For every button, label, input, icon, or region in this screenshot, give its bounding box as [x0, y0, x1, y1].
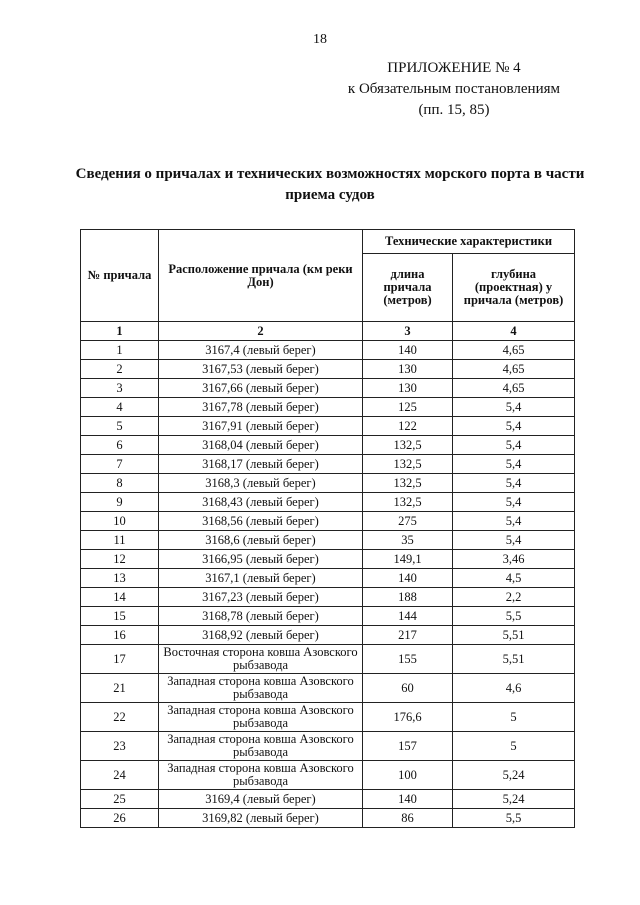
cell-location: 3168,3 (левый берег)	[159, 474, 363, 493]
cell-location: Западная сторона ковша Азовского рыбзавода	[159, 761, 363, 790]
cell-berth-no: 21	[81, 674, 159, 703]
cell-berth-no: 3	[81, 379, 159, 398]
cell-location: 3166,95 (левый берег)	[159, 550, 363, 569]
header-depth: глубина (проектная) у причала (метров)	[453, 254, 575, 322]
cell-depth: 5,24	[453, 761, 575, 790]
cell-location: 3168,17 (левый берег)	[159, 455, 363, 474]
table-row	[81, 703, 575, 732]
appendix-subtitle: к Обязательным постановлениям	[347, 81, 560, 97]
cell-length: 149,1	[363, 550, 453, 569]
appendix-title: ПРИЛОЖЕНИЕ № 4	[387, 60, 521, 76]
cell-depth: 5,4	[453, 436, 575, 455]
cell-location: 3168,56 (левый берег)	[159, 512, 363, 531]
cell-depth: 2,2	[453, 588, 575, 607]
document-title-line2: приема судов	[285, 187, 375, 203]
cell-length: 140	[363, 790, 453, 809]
cell-location: 3168,6 (левый берег)	[159, 531, 363, 550]
cell-depth: 5	[453, 732, 575, 761]
cell-depth: 5,4	[453, 531, 575, 550]
cell-berth-no: 8	[81, 474, 159, 493]
table-row	[81, 474, 575, 493]
table-row	[81, 550, 575, 569]
table-row	[81, 645, 575, 674]
cell-depth: 5,51	[453, 626, 575, 645]
cell-depth: 5,4	[453, 474, 575, 493]
cell-location: Восточная сторона ковша Азовского рыбзавода	[159, 645, 363, 674]
appendix-reference: (пп. 15, 85)	[418, 102, 490, 118]
cell-depth: 5,5	[453, 607, 575, 626]
table-row	[81, 417, 575, 436]
cell-location: Западная сторона ковша Азовского рыбзавода	[159, 703, 363, 732]
cell-location: 3167,4 (левый берег)	[159, 341, 363, 360]
table-row	[81, 360, 575, 379]
cell-depth: 5	[453, 703, 575, 732]
cell-berth-no: 26	[81, 809, 159, 828]
cell-length: 132,5	[363, 436, 453, 455]
cell-location: 3167,78 (левый берег)	[159, 398, 363, 417]
cell-berth-no: 11	[81, 531, 159, 550]
cell-depth: 5,4	[453, 512, 575, 531]
cell-berth-no: 15	[81, 607, 159, 626]
cell-location: 3167,91 (левый берег)	[159, 417, 363, 436]
cell-depth: 4,65	[453, 379, 575, 398]
cell-depth: 3,46	[453, 550, 575, 569]
cell-length: 122	[363, 417, 453, 436]
table-row	[81, 588, 575, 607]
cell-location: Западная сторона ковша Азовского рыбзавода	[159, 674, 363, 703]
cell-location: 3167,23 (левый берег)	[159, 588, 363, 607]
table-row	[81, 493, 575, 512]
header-length: длина причала (метров)	[363, 254, 453, 322]
cell-length: 130	[363, 360, 453, 379]
cell-length: 155	[363, 645, 453, 674]
cell-depth: 5,4	[453, 455, 575, 474]
cell-berth-no: 7	[81, 455, 159, 474]
page-number: 18	[313, 32, 327, 47]
table-body	[81, 341, 575, 828]
table-row	[81, 626, 575, 645]
cell-berth-no: 4	[81, 398, 159, 417]
header-location: Расположение причала (км реки Дон)	[159, 230, 363, 322]
cell-length: 140	[363, 341, 453, 360]
cell-location: 3168,43 (левый берег)	[159, 493, 363, 512]
cell-length: 35	[363, 531, 453, 550]
cell-depth: 4,65	[453, 360, 575, 379]
cell-location: 3167,66 (левый берег)	[159, 379, 363, 398]
cell-berth-no: 13	[81, 569, 159, 588]
cell-depth: 5,4	[453, 417, 575, 436]
table-row	[81, 607, 575, 626]
cell-berth-no: 22	[81, 703, 159, 732]
table-row	[81, 436, 575, 455]
cell-depth: 5,5	[453, 809, 575, 828]
cell-length: 275	[363, 512, 453, 531]
cell-length: 217	[363, 626, 453, 645]
cell-length: 132,5	[363, 493, 453, 512]
table-row	[81, 455, 575, 474]
cell-location: 3168,92 (левый берег)	[159, 626, 363, 645]
cell-length: 130	[363, 379, 453, 398]
cell-location: 3169,4 (левый берег)	[159, 790, 363, 809]
cell-location: 3167,1 (левый берег)	[159, 569, 363, 588]
cell-length: 176,6	[363, 703, 453, 732]
document-title-line1: Сведения о причалах и технических возможностях морского порта в части	[75, 166, 585, 182]
column-number: 3	[363, 322, 453, 341]
cell-depth: 5,4	[453, 398, 575, 417]
cell-depth: 5,4	[453, 493, 575, 512]
cell-length: 188	[363, 588, 453, 607]
table-row	[81, 569, 575, 588]
cell-length: 132,5	[363, 474, 453, 493]
cell-berth-no: 10	[81, 512, 159, 531]
document-title	[50, 164, 610, 206]
table-row	[81, 512, 575, 531]
appendix-block	[348, 58, 560, 121]
cell-berth-no: 16	[81, 626, 159, 645]
cell-depth: 4,6	[453, 674, 575, 703]
cell-depth: 5,51	[453, 645, 575, 674]
cell-location: 3167,53 (левый берег)	[159, 360, 363, 379]
column-number: 4	[453, 322, 575, 341]
header-berth-no: № причала	[81, 230, 159, 322]
column-number: 1	[81, 322, 159, 341]
table-row	[81, 809, 575, 828]
cell-location: 3169,82 (левый берег)	[159, 809, 363, 828]
berths-table	[80, 229, 575, 828]
cell-berth-no: 1	[81, 341, 159, 360]
cell-length: 144	[363, 607, 453, 626]
cell-length: 140	[363, 569, 453, 588]
cell-location: 3168,78 (левый берег)	[159, 607, 363, 626]
table-row	[81, 531, 575, 550]
cell-depth: 4,65	[453, 341, 575, 360]
cell-berth-no: 25	[81, 790, 159, 809]
cell-depth: 4,5	[453, 569, 575, 588]
cell-berth-no: 14	[81, 588, 159, 607]
table-row	[81, 761, 575, 790]
cell-location: Западная сторона ковша Азовского рыбзавода	[159, 732, 363, 761]
cell-length: 86	[363, 809, 453, 828]
cell-berth-no: 12	[81, 550, 159, 569]
cell-depth: 5,24	[453, 790, 575, 809]
table-row	[81, 790, 575, 809]
cell-length: 100	[363, 761, 453, 790]
table-row	[81, 398, 575, 417]
table-row	[81, 674, 575, 703]
cell-berth-no: 6	[81, 436, 159, 455]
cell-length: 157	[363, 732, 453, 761]
cell-length: 125	[363, 398, 453, 417]
cell-berth-no: 9	[81, 493, 159, 512]
cell-berth-no: 5	[81, 417, 159, 436]
table-row	[81, 732, 575, 761]
cell-length: 60	[363, 674, 453, 703]
cell-berth-no: 2	[81, 360, 159, 379]
cell-length: 132,5	[363, 455, 453, 474]
cell-location: 3168,04 (левый берег)	[159, 436, 363, 455]
column-number: 2	[159, 322, 363, 341]
header-tech-specs: Технические характеристики	[363, 230, 575, 254]
cell-berth-no: 23	[81, 732, 159, 761]
table-row	[81, 379, 575, 398]
cell-berth-no: 17	[81, 645, 159, 674]
cell-berth-no: 24	[81, 761, 159, 790]
table-row	[81, 341, 575, 360]
